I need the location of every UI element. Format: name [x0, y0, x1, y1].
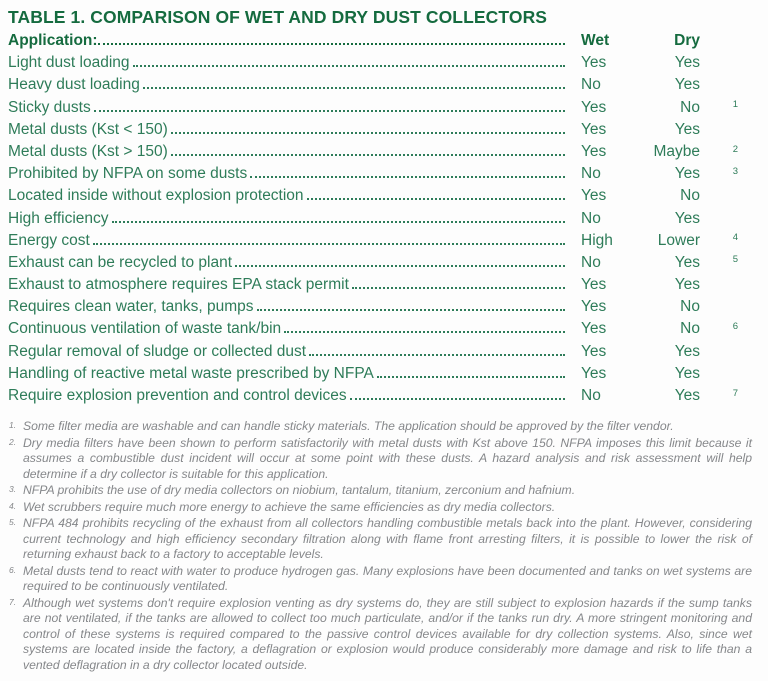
wet-value: No: [581, 76, 601, 94]
dry-value: No: [680, 187, 700, 205]
dry-value: Yes: [674, 209, 700, 227]
column-header-dry: Dry: [674, 32, 700, 49]
dry-value: No: [680, 98, 700, 116]
column-header-wet: Wet: [581, 32, 610, 49]
note-ref: 5: [732, 254, 738, 266]
dry-value: Yes: [674, 276, 700, 294]
dot-leader: [352, 287, 565, 289]
dry-value: Yes: [674, 364, 700, 382]
dot-leader: [307, 198, 565, 200]
table-row: [8, 276, 752, 298]
footnote-text: Although wet systems don't require explosion venting as dry systems do, they are still subject to explosion hazards if the sump tanks are not ventilated, if the tanks are allowed to collect too much particulate, and/or if the tanks run dry. A more stringent monitoring and control of these systems is required compared to the passive control devices available for dry collection systems. Also, since wet systems are located inside the factory, a deflagration or explosion would produce considerably more damage and risk to life than a vented deflagration in a dry collector located outside.: [23, 595, 752, 672]
table-row: [8, 387, 752, 409]
footnote-text: Some filter media are washable and can handle sticky materials. The application should be approved by the filter vendor.: [23, 419, 674, 434]
table-row: [8, 320, 752, 342]
wet-value: Yes: [581, 54, 607, 72]
row-label: High efficiency: [8, 209, 109, 227]
wet-value: Yes: [581, 142, 607, 160]
note-ref: 1: [732, 99, 738, 111]
dry-value: Yes: [674, 76, 700, 94]
column-header-application: Application:: [8, 32, 98, 49]
dot-leader: [94, 110, 565, 112]
dry-value: No: [680, 320, 700, 338]
row-label: Heavy dust loading: [8, 76, 140, 94]
row-label: Handling of reactive metal waste prescribed by NFPA: [8, 364, 374, 382]
row-label: Sticky dusts: [8, 98, 91, 116]
footnote-text: NFPA prohibits the use of dry media collectors on niobium, tantalum, titanium, zerconium and hafnium.: [23, 483, 576, 498]
dot-leader: [235, 265, 565, 267]
table-row: [8, 210, 752, 232]
wet-value: High: [581, 231, 613, 249]
row-label: Light dust loading: [8, 54, 130, 72]
footnote-text: Metal dusts tend to react with water to produce hydrogen gas. Many explosions have been documented and tanks on wet systems are required to be continuously ventilated.: [23, 563, 752, 594]
wet-value: Yes: [581, 187, 607, 205]
dot-leader: [143, 87, 565, 89]
table-row: [8, 76, 752, 98]
wet-value: No: [581, 387, 601, 404]
dry-value: No: [680, 298, 700, 316]
dot-leader: [257, 309, 565, 311]
row-label: Prohibited by NFPA on some dusts: [8, 165, 248, 183]
row-label: Continuous ventilation of waste tank/bin: [8, 320, 282, 338]
note-ref: 6: [732, 321, 738, 333]
footnote-5: [8, 516, 752, 563]
wet-value: Yes: [581, 98, 607, 116]
dry-value: Yes: [674, 165, 700, 183]
table-row: [8, 121, 752, 143]
row-label: Requires clean water, tanks, pumps: [8, 298, 254, 316]
table-row: [8, 187, 752, 209]
row-label: Located inside without explosion protection: [8, 187, 304, 205]
row-label: Exhaust can be recycled to plant: [8, 253, 233, 271]
dry-value: Yes: [674, 253, 700, 271]
dot-leader: [93, 243, 565, 245]
wet-value: Yes: [581, 342, 607, 360]
dot-leader: [350, 398, 565, 400]
table-row: [8, 254, 752, 276]
footnote-2: [8, 436, 752, 483]
table-header-row: [8, 32, 752, 54]
table-row: [8, 99, 752, 121]
table-row: [8, 365, 752, 387]
footnote-4: [8, 500, 752, 516]
wet-value: Yes: [581, 276, 607, 294]
footnote-marker: 1.: [9, 420, 17, 431]
wet-value: No: [581, 253, 601, 271]
row-label: Metal dusts (Kst > 150): [8, 142, 168, 160]
table-row: [8, 54, 752, 76]
note-ref: 3: [732, 165, 738, 177]
footnote-marker: 7.: [9, 596, 17, 607]
footnote-7: [8, 596, 752, 674]
dry-value: Yes: [674, 54, 700, 72]
wet-value: Yes: [581, 298, 607, 316]
wet-value: Yes: [581, 120, 607, 138]
table-row: [8, 232, 752, 254]
footnote-marker: 4.: [9, 500, 17, 511]
table-row: [8, 143, 752, 165]
dot-leader: [309, 354, 565, 356]
dot-leader: [171, 132, 565, 134]
dot-leader: [133, 65, 565, 67]
dot-leader: [112, 221, 565, 223]
footnote-marker: 5.: [9, 517, 17, 528]
table-row: [8, 165, 752, 187]
dry-value: Maybe: [653, 142, 700, 160]
dot-leader: [171, 154, 565, 156]
wet-value: No: [581, 165, 601, 183]
row-label: Regular removal of sludge or collected dust: [8, 342, 307, 360]
wet-value: Yes: [581, 364, 607, 382]
dot-leader: [98, 43, 565, 45]
dry-value: Lower: [657, 231, 700, 249]
footnotes-section: [8, 419, 752, 673]
footnote-6: [8, 564, 752, 595]
dry-value: Yes: [674, 342, 700, 360]
row-label: Require explosion prevention and control devices: [8, 387, 347, 404]
row-label: Energy cost: [8, 231, 90, 249]
footnote-marker: 3.: [9, 484, 17, 495]
dot-leader: [377, 376, 565, 378]
footnote-text: Wet scrubbers require much more energy to achieve the same efficiencies as dry media collectors.: [23, 499, 556, 514]
wet-value: Yes: [581, 320, 607, 338]
table-row: [8, 298, 752, 320]
row-label: Metal dusts (Kst < 150): [8, 120, 168, 138]
footnote-marker: 6.: [9, 564, 17, 575]
table-title: TABLE 1. COMPARISON OF WET AND DRY DUST COLLECTORS: [8, 7, 548, 27]
note-ref: 2: [732, 143, 738, 155]
footnote-1: [8, 419, 752, 435]
note-ref: 4: [732, 232, 738, 244]
dry-value: Yes: [674, 387, 700, 404]
footnote-text: NFPA 484 prohibits recycling of the exhaust from all collectors handling combustible metals back into the plant. However, considering current technology and high efficiency secondary filtration along with flame front arresting filters, it is possible to lower the risk of returning exhaust back to a factory to acceptable levels.: [23, 516, 752, 562]
dot-leader: [284, 331, 565, 333]
note-ref: 7: [732, 387, 738, 399]
footnote-text: Dry media filters have been shown to perform satisfactorily with metal dusts with Kst above 150. NFPA imposes this limit because it assumes a combustible dust incident will occur at some point with these dusts. A hazard analysis and risk assessment will help determine if a dry collector is suitable for this application.: [23, 435, 752, 481]
dot-leader: [250, 176, 565, 178]
dry-value: Yes: [674, 120, 700, 138]
wet-value: No: [581, 209, 601, 227]
footnote-3: [8, 483, 752, 499]
table-row: [8, 343, 752, 365]
footnote-marker: 2.: [9, 436, 17, 447]
row-label: Exhaust to atmosphere requires EPA stack permit: [8, 276, 349, 294]
